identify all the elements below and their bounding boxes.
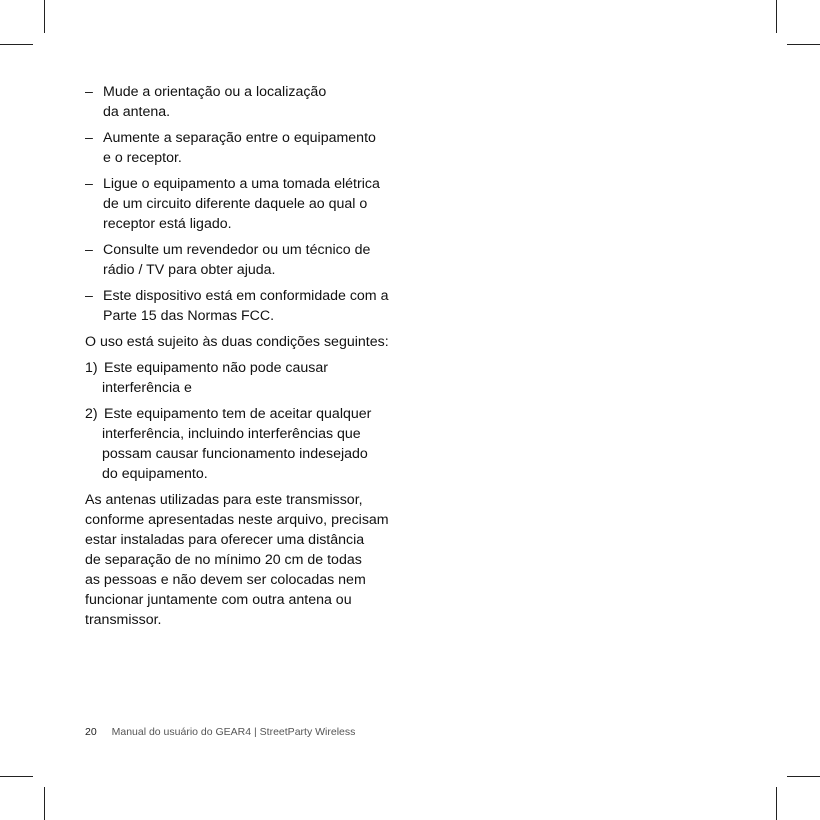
footer-text: Manual do usuário do GEAR4 | StreetParty Wireless <box>111 726 356 738</box>
list-item <box>85 240 415 280</box>
number-marker: 1) <box>85 360 98 376</box>
crop-mark-top-left-v <box>44 0 45 33</box>
crop-mark-bottom-right-v <box>776 787 777 820</box>
antenna-paragraph <box>85 490 415 630</box>
crop-mark-top-right-h <box>787 44 820 45</box>
crop-mark-bottom-left-h <box>0 776 33 777</box>
dash-bullet: – <box>85 84 93 100</box>
paragraph-line: transmissor. <box>85 612 162 628</box>
numbered-item-line: interferência, incluindo interferências que <box>102 426 361 442</box>
list-item-line: da antena. <box>103 104 171 120</box>
paragraph-line: funcionar juntamente com outra antena ou <box>85 592 352 608</box>
dash-bullet: – <box>85 288 93 304</box>
numbered-item-line: possam causar funcionamento indesejado <box>102 446 368 462</box>
page-footer <box>85 725 355 739</box>
list-item <box>85 286 415 326</box>
list-item <box>85 174 415 234</box>
crop-mark-top-right-v <box>776 0 777 33</box>
conditions-intro: O uso está sujeito às duas condições seguintes: <box>85 334 389 350</box>
dash-bullet: – <box>85 242 93 258</box>
list-item <box>85 128 415 168</box>
paragraph-line: estar instaladas para oferecer uma distância <box>85 532 365 548</box>
paragraph-line: de separação de no mínimo 20 cm de todas <box>85 552 362 568</box>
dash-bullet: – <box>85 176 93 192</box>
page-number: 20 <box>85 726 97 738</box>
numbered-item <box>85 358 415 398</box>
numbered-item-line: Este equipamento não pode causar <box>104 360 329 376</box>
number-marker: 2) <box>85 406 98 422</box>
page-content <box>85 82 415 630</box>
crop-mark-bottom-left-v <box>44 787 45 820</box>
crop-mark-top-left-h <box>0 44 33 45</box>
list-item-line: Este dispositivo está em conformidade com a <box>103 288 389 304</box>
paragraph-line: As antenas utilizadas para este transmissor, <box>85 492 363 508</box>
paragraph-line: as pessoas e não devem ser colocadas nem <box>85 572 366 588</box>
list-item-line: e o receptor. <box>103 150 182 166</box>
numbered-item-line: interferência e <box>102 380 192 396</box>
numbered-item-line: do equipamento. <box>102 466 208 482</box>
paragraph-line: conforme apresentadas neste arquivo, precisam <box>85 512 389 528</box>
list-item-line: Parte 15 das Normas FCC. <box>103 308 275 324</box>
numbered-item-line: Este equipamento tem de aceitar qualquer <box>104 406 372 422</box>
list-item-line: Consulte um revendedor ou um técnico de <box>103 242 371 258</box>
dash-bullet: – <box>85 130 93 146</box>
list-item-line: Aumente a separação entre o equipamento <box>103 130 376 146</box>
crop-mark-bottom-right-h <box>787 776 820 777</box>
list-item-line: de um circuito diferente daquele ao qual o <box>103 196 368 212</box>
list-item-line: receptor está ligado. <box>103 216 232 232</box>
list-item <box>85 82 415 122</box>
list-item-line: Ligue o equipamento a uma tomada elétrica <box>103 176 380 192</box>
numbered-item <box>85 404 415 484</box>
list-item-line: rádio / TV para obter ajuda. <box>103 262 276 278</box>
list-item-line: Mude a orientação ou a localização <box>103 84 327 100</box>
